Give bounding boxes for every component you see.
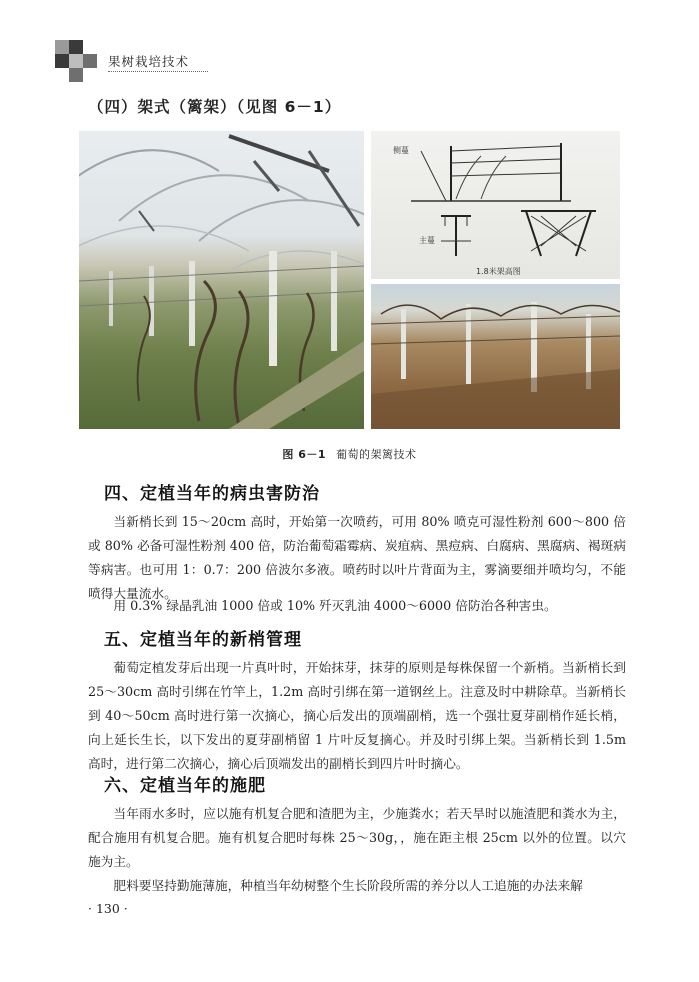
paragraph-fertilization-1: 当年雨水多时，应以施有机复合肥和渣肥为主，少施粪水；若天旱时以施渣肥和粪水为主，配合施用有机复合肥。施有机复合肥时每株 25～30g，，施在距主根 25cm 以外的位置。以穴施为主。: [88, 806, 626, 869]
vineyard-winter-photo: [371, 284, 620, 429]
page-number: · 130 ·: [88, 901, 128, 916]
running-header: 果树栽培技术: [108, 52, 208, 72]
subsection-title: （四）架式（篱架）（见图 6－1）: [88, 98, 342, 116]
section-heading-shoot-management: 五、定植当年的新梢管理: [104, 630, 302, 650]
paragraph-fertilization-2: 肥料要坚持勤施薄施，种植当年幼树整个生长阶段所需的养分以人工追施的办法来解: [113, 878, 583, 893]
paragraph-pest-control-2: 用 0.3% 绿晶乳油 1000 倍或 10% 歼灭乳油 4000～6000 倍防治各种害虫。: [113, 598, 557, 613]
trellis-sketch-diagram: [371, 131, 620, 279]
corner-decoration: [55, 40, 97, 82]
figure-caption: [0, 446, 699, 462]
paragraph-pest-control-1: 当新梢长到 15～20cm 高时，开始第一次喷药，可用 80% 喷克可湿性粉剂 600～800 倍或 80% 必备可湿性粉剂 400 倍，防治葡萄霜霉病、炭疽病、黑痘病、白腐病、黑腐病、褐斑病等病害。也可用 1：0.7：200 倍波尔多液。喷药时以叶片背面为主，雾滴要细并喷均匀，不能喷得大量流水。: [88, 514, 626, 601]
sketch-label-lateral: 侧蔓: [393, 146, 409, 155]
sketch-label-caption: 1.8米架高图: [476, 267, 521, 276]
section-heading-pest-control: 四、定植当年的病虫害防治: [104, 484, 320, 504]
paragraph-shoot-management-1: 葡萄定植发芽后出现一片真叶时，开始抹芽，抹芽的原则是每株保留一个新梢。当新梢长到 25～30cm 高时引绑在竹竿上，1.2m 高时引绑在第一道钢丝上。注意及时中耕除草。当新梢长到 40～50cm 高时进行第一次摘心，摘心后发出的顶端副梢，选一个强壮夏芽副梢作延长梢，向上延长生长，以下发出的夏芽副梢留 1 片叶反复摘心。并及时引绑上架。当新梢长到 1.5m 高时，进行第二次摘心，摘心后顶端发出的副梢长到四片叶时摘心。: [88, 660, 626, 771]
figure-number: 图 6－1: [282, 448, 327, 461]
figure-title: 葡萄的架篱技术: [336, 448, 417, 461]
section-heading-fertilization: 六、定植当年的施肥: [104, 776, 266, 796]
vineyard-greenhouse-photo: [79, 131, 364, 429]
sketch-label-main: 主蔓: [419, 236, 435, 245]
